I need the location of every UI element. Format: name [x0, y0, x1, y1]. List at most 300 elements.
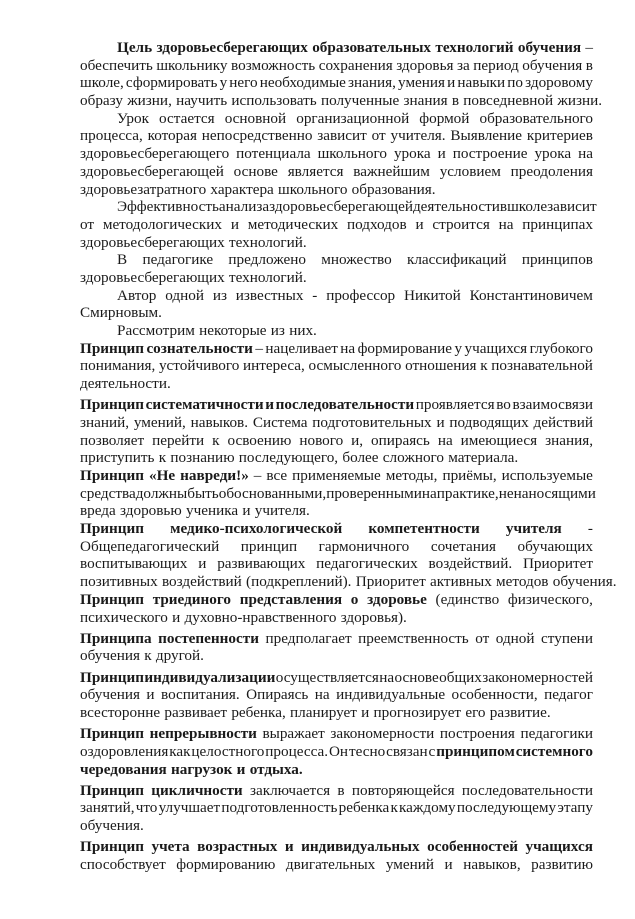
word: необходимые — [259, 74, 346, 92]
word: и — [415, 215, 424, 233]
text-line — [80, 396, 593, 414]
word: является — [287, 162, 344, 180]
text-line — [80, 375, 593, 393]
word: урока — [393, 145, 431, 163]
paragraph-p-cyclic — [80, 782, 593, 835]
bold-word: индивидуальных — [301, 838, 420, 856]
word: организационной — [296, 109, 410, 127]
word: глубокого — [529, 339, 593, 357]
word: умения — [398, 74, 446, 92]
word: педагогических — [316, 555, 418, 573]
text-line — [80, 269, 593, 287]
word: воспитывающих — [80, 555, 188, 573]
word: гармоничного — [318, 537, 410, 555]
word: приступить — [80, 449, 155, 467]
word: учителя. — [390, 127, 446, 145]
word: - — [312, 286, 318, 304]
bold-word: отдыха. — [249, 760, 303, 778]
word: и — [361, 703, 370, 721]
word: школе, — [80, 74, 124, 92]
paragraph-efficiency — [80, 198, 597, 251]
word: ученика — [185, 502, 239, 520]
bold-word: Принцип — [80, 668, 145, 686]
word: потенциала — [236, 145, 311, 163]
word: понимания, — [80, 357, 156, 375]
word: общих — [439, 668, 482, 686]
word: ступени — [541, 629, 593, 647]
bold-word: сознательности — [146, 339, 253, 357]
bold-word: индивидуализации — [144, 668, 276, 686]
word: в — [337, 781, 345, 799]
text-line — [80, 686, 593, 704]
word: в — [451, 92, 459, 110]
word: школьнику — [156, 56, 228, 74]
word: последующему — [456, 799, 557, 817]
word: в — [499, 198, 508, 216]
word: предполагает — [265, 629, 352, 647]
word: знания, — [545, 431, 593, 449]
word: закономерности — [330, 725, 435, 743]
word: обучения — [80, 647, 140, 665]
word: основной — [224, 109, 287, 127]
text-line — [80, 234, 593, 252]
word: Приоритет — [355, 573, 426, 591]
word: проявляется — [415, 396, 495, 414]
word: школе — [507, 198, 548, 216]
bold-word: учащихся — [525, 838, 593, 856]
word: применяемые — [292, 467, 381, 484]
word: и — [198, 555, 207, 573]
word: образу — [80, 92, 123, 110]
text-line — [80, 669, 593, 687]
word: используемые — [501, 467, 593, 484]
text-line — [80, 761, 593, 779]
word: познанию — [170, 449, 235, 467]
word: к — [144, 647, 152, 665]
word: них. — [289, 322, 317, 339]
word: к — [480, 357, 488, 375]
word: наносящими — [513, 484, 596, 502]
word: позволяет — [80, 431, 145, 449]
word: преемственность — [358, 629, 469, 647]
word: здоровьесберегающей — [269, 198, 413, 216]
word: здоровья). — [340, 608, 407, 626]
bold-word: цикличности — [151, 781, 243, 799]
paragraph-p-continuity — [80, 725, 593, 778]
bold-word: навреди!» — [180, 467, 249, 484]
bold-word: принципом — [436, 742, 515, 760]
paragraph-p-do-no-harm — [80, 467, 596, 520]
word: Никитой — [403, 286, 461, 304]
text-line — [80, 251, 593, 269]
text-line — [80, 520, 593, 538]
paragraph-p-consciousness — [80, 340, 593, 393]
paragraph-classifications — [80, 251, 593, 286]
word: педагогики — [520, 725, 593, 743]
word: В — [117, 251, 128, 269]
word: нацеливает — [265, 339, 338, 357]
word: от — [80, 215, 95, 233]
word: обучения. — [552, 573, 617, 591]
word: на — [421, 484, 437, 502]
text-line — [80, 647, 593, 665]
word: воздействий — [161, 573, 242, 591]
word: от — [475, 629, 490, 647]
bold-word: постепенности — [158, 629, 259, 647]
word: известных — [235, 286, 304, 304]
word: Система — [252, 413, 308, 431]
word: формированию — [176, 855, 276, 873]
paragraph-p-triune — [80, 591, 593, 626]
word: множество — [321, 251, 392, 269]
word: его — [465, 703, 486, 721]
word: построение — [452, 145, 528, 163]
word: подготовительных — [312, 413, 432, 431]
word: условием — [439, 162, 501, 180]
text-line — [80, 74, 593, 92]
paragraph-consider — [80, 322, 593, 340]
text-line — [80, 39, 593, 57]
word: ребенка — [338, 799, 390, 817]
word: психического — [80, 608, 168, 626]
word: перейти — [152, 431, 205, 449]
word: средства — [80, 484, 136, 502]
word: зависит — [317, 127, 367, 145]
paragraph-goal — [80, 39, 603, 110]
word: образования. — [351, 180, 436, 198]
text-line — [80, 340, 593, 358]
word: закономерностей — [482, 668, 593, 686]
word: по — [507, 74, 524, 92]
word: развивает — [164, 703, 228, 721]
word: развитие. — [489, 703, 551, 721]
text-line — [80, 467, 593, 485]
word: всесторонне — [80, 703, 161, 721]
word: и — [172, 608, 181, 626]
word: зависит — [547, 198, 597, 216]
word: Смирновым. — [80, 304, 162, 322]
word: некоторые — [199, 322, 267, 339]
word: ребенка, — [231, 703, 286, 721]
bold-word: особенностей — [427, 838, 518, 856]
text-line — [80, 432, 593, 450]
bold-word: Принцип — [80, 781, 145, 799]
word: освоению — [227, 431, 292, 449]
word: сформировать — [125, 74, 218, 92]
word: сложного — [382, 449, 444, 467]
bold-word: Принцип — [80, 838, 145, 856]
word: на — [340, 339, 356, 357]
word: Общепедагогический — [80, 537, 220, 555]
word: знания — [403, 92, 448, 110]
word: обучения. — [80, 817, 144, 835]
word: проверенными — [326, 484, 422, 502]
word: интереса, — [243, 357, 305, 375]
word: нового — [299, 431, 344, 449]
bold-word: и — [236, 760, 246, 778]
word: педагог — [544, 686, 593, 704]
word: урока — [534, 145, 572, 163]
word: занятий, — [80, 799, 135, 817]
text-line — [80, 216, 593, 234]
word: (единство — [435, 590, 500, 608]
word: другой. — [155, 647, 204, 665]
word: здоровьезатратного — [80, 180, 207, 198]
text-line — [80, 704, 593, 722]
text-line — [80, 799, 593, 817]
text-line — [80, 838, 593, 856]
word: непосредственно — [201, 127, 313, 145]
word: и — [447, 74, 456, 92]
word: тесно — [348, 742, 386, 760]
word: сочетания — [430, 537, 496, 555]
bold-word: Принцип — [80, 467, 145, 484]
paragraph-p-gradual — [80, 630, 593, 665]
word: важнейшим — [353, 162, 430, 180]
word: здоровому — [525, 74, 593, 92]
word: здоровью — [120, 502, 182, 520]
text-line — [80, 357, 593, 375]
text-line — [80, 57, 593, 75]
word: и — [444, 855, 453, 873]
word: знания, — [348, 74, 396, 92]
word: него — [229, 74, 258, 92]
word: навыков, — [463, 855, 521, 873]
word: практике, — [436, 484, 499, 502]
word: Рассмотрим — [117, 322, 195, 339]
word: индивидуальные — [336, 686, 446, 704]
word: здоровьесберегающих — [80, 268, 225, 286]
word: обучения — [522, 56, 583, 74]
word: заключается — [249, 781, 331, 799]
word: подготовленность — [221, 799, 338, 817]
word: принципах — [522, 215, 593, 233]
word: устойчивого — [158, 357, 240, 375]
text-line — [80, 92, 603, 110]
word: к — [390, 799, 398, 817]
word: и, — [351, 431, 364, 449]
word: преодоления — [510, 162, 593, 180]
word: оздоровления — [80, 742, 169, 760]
word: методических — [247, 215, 339, 233]
word: Автор — [117, 286, 157, 304]
bold-word: о — [350, 590, 359, 608]
bold-word: компетентности — [368, 520, 480, 538]
word: навыки — [457, 74, 506, 92]
word: этапу — [557, 799, 593, 817]
word: использовать — [231, 92, 317, 110]
word: опираясь — [371, 431, 430, 449]
word: обеспечить — [80, 56, 153, 74]
word: воспитания. — [161, 686, 240, 704]
word: строится — [432, 215, 490, 233]
word: последовательности — [461, 781, 593, 799]
bold-word: учета — [151, 838, 190, 856]
text-line — [80, 725, 593, 743]
word: к — [212, 431, 220, 449]
word: осуществляется — [275, 668, 379, 686]
word: период — [473, 56, 519, 74]
word: имеющиеся — [460, 431, 538, 449]
word: Опираясь — [246, 686, 309, 704]
bold-word: последовательности — [275, 396, 415, 414]
text-line — [80, 127, 593, 145]
text-line — [80, 181, 593, 199]
bold-word: «Не — [149, 467, 176, 484]
word: принципов — [521, 251, 593, 269]
text-line — [80, 609, 593, 627]
word: - — [587, 520, 593, 538]
word: подводящих — [449, 413, 529, 431]
text-line — [80, 555, 593, 573]
word: технологий. — [228, 268, 307, 286]
word: которая — [147, 127, 197, 145]
word: позитивных — [80, 573, 158, 591]
text-line — [80, 591, 593, 609]
word: Урок — [117, 109, 149, 127]
word: развитию — [531, 855, 593, 873]
word: основе — [233, 162, 278, 180]
word: и — [242, 502, 251, 520]
word: одной — [165, 286, 204, 304]
word: педагогике — [142, 251, 214, 269]
text-line — [80, 502, 593, 520]
text-line — [80, 782, 593, 800]
word: одной — [495, 629, 535, 647]
word: на — [437, 431, 453, 449]
bold-word: триединого — [152, 590, 231, 608]
paragraph-lesson — [80, 110, 593, 198]
word: сохранения — [318, 56, 393, 74]
word: познавательной — [491, 357, 593, 375]
word: методов — [496, 573, 549, 591]
word: умений — [385, 855, 434, 873]
word: из — [270, 322, 285, 339]
word: и — [230, 215, 239, 233]
word: способствует — [80, 855, 166, 873]
word: быть — [187, 484, 219, 502]
word: связан — [386, 742, 428, 760]
word: на — [498, 215, 514, 233]
word: критериев — [526, 127, 593, 145]
text-line — [80, 856, 593, 874]
word: на — [379, 668, 395, 686]
word: Выявление — [450, 127, 523, 145]
bold-word: Принцип — [80, 725, 145, 743]
text-line — [80, 630, 593, 648]
word: – — [585, 39, 593, 56]
bold-word: системного — [515, 742, 593, 760]
word: как — [169, 742, 191, 760]
word: активных — [430, 573, 492, 591]
bold-word: Принципа — [80, 629, 152, 647]
bold-word: здоровьесберегающих — [156, 39, 308, 56]
word: физического, — [507, 590, 593, 608]
text-line — [80, 573, 617, 591]
word: Константиновичем — [469, 286, 593, 304]
word: подходов — [346, 215, 407, 233]
bold-word: образовательных — [312, 39, 432, 56]
word: у — [454, 339, 463, 357]
bold-word: медико-психологической — [170, 520, 343, 538]
bold-word: представления — [239, 590, 343, 608]
bold-word: Принцип — [80, 520, 145, 538]
paragraph-p-age — [80, 838, 593, 873]
bold-word: Принцип — [80, 339, 145, 357]
word: улучшает — [158, 799, 221, 817]
word: все — [266, 467, 288, 484]
word: действий — [533, 413, 593, 431]
word: методы, — [385, 467, 438, 484]
word: обучения — [80, 686, 140, 704]
word: на — [578, 145, 593, 163]
document-page — [80, 39, 617, 874]
word: деятельности. — [80, 375, 171, 393]
bold-word: и — [284, 838, 294, 856]
paragraph-author — [80, 287, 593, 322]
word: школьного — [317, 145, 387, 163]
word: должны — [135, 484, 188, 502]
word: технологий. — [228, 233, 307, 251]
word: школьного — [278, 180, 348, 198]
word: и — [436, 413, 445, 431]
text-line — [80, 538, 593, 556]
text-line — [80, 145, 593, 163]
word: и — [146, 686, 155, 704]
word: каждому — [399, 799, 456, 817]
word: формой — [419, 109, 470, 127]
bold-word: нагрузок — [170, 760, 233, 778]
word: классификаций — [406, 251, 507, 269]
text-line — [80, 322, 593, 340]
bold-word: здоровье — [367, 590, 427, 608]
word: возможность — [231, 56, 316, 74]
word: осмысленного — [308, 357, 402, 375]
word: вреда — [80, 502, 116, 520]
word: принцип — [240, 537, 298, 555]
word: Эффективность — [117, 198, 219, 216]
word: жизни, — [127, 92, 172, 110]
word: выражает — [262, 725, 325, 743]
word: у — [219, 74, 228, 92]
word: полученные — [320, 92, 400, 110]
text-line — [80, 484, 596, 503]
word: за — [457, 56, 470, 74]
word: анализа — [218, 198, 270, 216]
word: прогнозирует — [373, 703, 462, 721]
text-line — [80, 304, 593, 322]
paragraph-p-systematic — [80, 396, 593, 467]
word: учащихся — [464, 339, 528, 357]
word: двигательных — [285, 855, 376, 873]
word: особенности, — [451, 686, 538, 704]
paragraph-p-individual — [80, 669, 593, 722]
word: предложено — [228, 251, 306, 269]
word: деятельности — [412, 198, 500, 216]
word: (подкреплений). — [246, 573, 352, 591]
word: к — [158, 449, 167, 467]
word: во — [496, 396, 511, 414]
word: в — [585, 56, 593, 74]
word: воздействий. — [428, 555, 513, 573]
text-line — [80, 449, 593, 467]
bold-word: Принцип — [80, 396, 145, 414]
word: – — [253, 467, 262, 484]
bold-word: обучения — [517, 39, 582, 56]
word: – — [255, 339, 263, 357]
word: на — [314, 686, 330, 704]
bold-word: учителя — [505, 520, 562, 538]
